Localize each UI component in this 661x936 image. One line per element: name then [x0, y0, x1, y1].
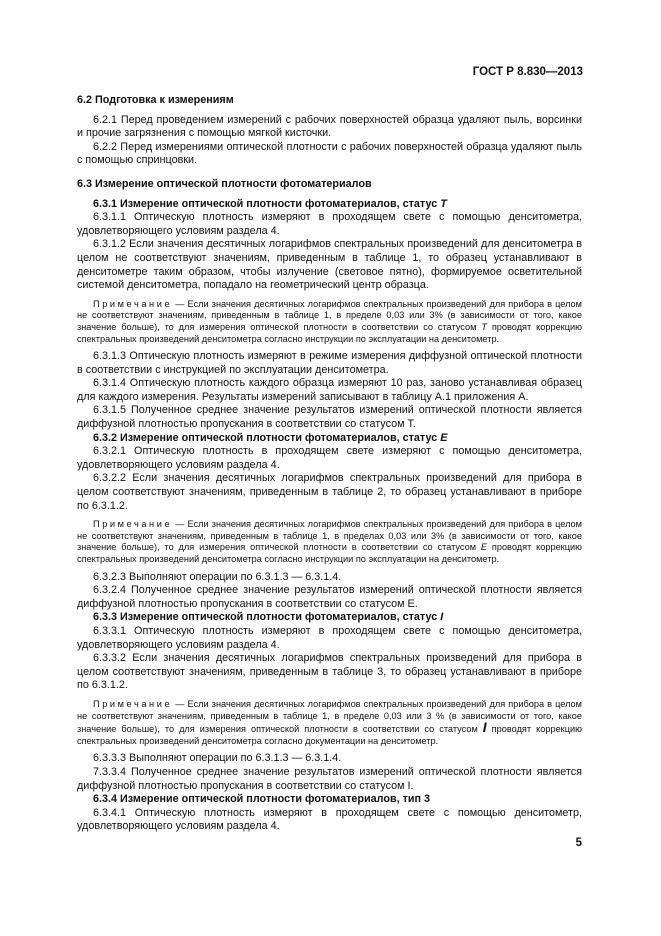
paragraph-6-3-1-2: 6.3.1.2 Если значения десятичных логарифмов спектральных произведений для денситометра в целом не соответствуют значениям, приведенным в таблице 1, то образец устанавливают в денситометре таким образом, чтобы излучение (световое пятно), формируемое осветительной системой денситометра, попадало на геометрический центр образца.	[77, 238, 582, 292]
paragraph-6-2-1: 6.2.1 Перед проведением измерений с рабочих поверхностей образца удаляют пыль, ворсинки и прочие загрязнения с помощью мягкой кисточки.	[77, 113, 582, 140]
paragraph-6-2-2: 6.2.2 Перед измерениями оптической плотности с рабочих поверхностей образца удаляют пыль с помощью спринцовки.	[77, 140, 582, 167]
section-6-3-2-title	[77, 432, 582, 446]
note-3	[77, 699, 582, 747]
status-i-letter: I	[440, 611, 444, 624]
note-1	[77, 299, 582, 345]
note-2	[77, 519, 582, 565]
page-number: 5	[575, 837, 582, 849]
paragraph-6-3-2-1: 6.3.2.1 Оптическую плотность в проходящем свете измеряют с помощью денситометра, удовлетворяющего условиям раздела 4.	[77, 445, 582, 471]
paragraph-6-3-2-3: 6.3.2.3 Выполняют операции по 6.3.1.3 — 6.3.1.4.	[93, 570, 342, 583]
section-6-3-4-title: 6.3.4 Измерение оптической плотности фотоматериалов, тип 3	[93, 793, 431, 806]
paragraph-6-3-4-1: 6.3.4.1 Оптическую плотность измеряют в проходящем свете с помощью денситометр, удовлетворяющего условиям раздела 4.	[77, 806, 582, 833]
section-6-3-1-title	[77, 198, 582, 212]
status-e-letter: E	[440, 431, 448, 444]
note-1-status: T	[481, 321, 487, 332]
note-3-label: Примечание	[93, 698, 173, 709]
paragraph-6-3-2-2: 6.3.2.2 Если значения десятичных логарифмов спектральных произведений для прибора в целом соответствуют значениям, приведенным в таблице 2, то образец устанавливают в приборе по 6.3.1.2.	[77, 472, 582, 512]
note-1-text-a: — Если значения десятичных логарифмов спектральных произведений для прибора в целом не соответствуют значениям, приведенным в таблице 1, в пределе 0,03 или 3% (в зависимости от того, какое значение больше), то для измерения оптической плотности в соответствии со статусом	[77, 298, 582, 332]
section-6-3-3-title-text: 6.3.3 Измерение оптической плотности фотоматериалов, статус	[93, 611, 441, 624]
status-t-letter: T	[440, 197, 447, 210]
paragraph-6-3-3-1: 6.3.3.1 Оптическую плотность измеряют в проходящем свете с помощью денситометра, удовлетворяющего условиям раздела 4.	[77, 624, 582, 651]
section-6-3-2-title-text: 6.3.2 Измерение оптической плотности фотоматериалов, статус	[93, 431, 441, 444]
note-3-text-b: проводят коррекцию спектральных произведений денситометра согласно документации на денситометр.	[77, 724, 582, 746]
paragraph-6-3-1-5: 6.3.1.5 Полученное среднее значение результатов измерений оптической плотности является диффузной плотностью пропускания в соответствии со статусом Т.	[77, 404, 582, 431]
paragraph-6-3-1-3: 6.3.1.3 Оптическую плотность измеряют в режиме измерения диффузной оптической плотности в соответствии с инструкцией по эксплуатации денситометра.	[77, 350, 582, 376]
paragraph-7-3-3-4: 7.3.3.4 Полученное среднее значение результатов измерений оптической плотности является диффузной плотностью пропускания в соответствии со статусом I.	[77, 765, 582, 792]
section-6-2-title: 6.2 Подготовка к измерениям	[77, 94, 234, 106]
section-6-3-1-title-text: 6.3.1 Измерение оптической плотности фотоматериалов, статус	[93, 197, 441, 210]
note-1-label: Примечание	[93, 298, 173, 309]
note-2-text-b: проводят коррекцию спектральных произведений денситометра согласно инструкции по эксплуатации на денситометр.	[77, 542, 582, 564]
paragraph-6-3-3-3: 6.3.3.3 Выполняют операции по 6.3.1.3 — 6.3.1.4.	[93, 752, 342, 765]
paragraph-6-3-2-4: 6.3.2.4 Полученное среднее значение результатов измерений оптической плотности является диффузной плотностью пропускания в соответствии со статусом Е.	[77, 584, 582, 610]
section-6-3-title: 6.3 Измерение оптической плотности фотоматериалов	[77, 177, 372, 190]
paragraph-6-3-3-2: 6.3.3.2 Если значения десятичных логарифмов спектральных произведений для прибора в целом соответствуют значениям, приведенным в таблице 3, то образец устанавливают в приборе по 6.3.1.2.	[77, 652, 582, 692]
note-3-text-a: — Если значения десятичных логарифмов спектральных произведений для прибора в целом не соответствуют значениям, приведенным в таблице 1, в пределе 0,03 или 3 % (в зависимости от того, какое значение больше), то для измерения оптической плотности в соответствии со статусом	[77, 698, 582, 735]
note-2-text-a: — Если значения десятичных логарифмов спектральных произведений для прибора в целом не соответствуют значениям, приведенным в таблице 1, в пределах 0,03 или 3% (в зависимости от того, какое значение больше), то для измерения оптической плотности в соответствии со статусом	[77, 519, 582, 553]
standard-header: ГОСТ Р 8.830—2013	[472, 66, 583, 78]
note-2-status: E	[480, 542, 488, 553]
note-2-label: Примечание	[93, 519, 173, 530]
note-1-text-b: проводят коррекцию спектральных произведений денситометра согласно инструкции по эксплуатации на денситометр.	[77, 321, 582, 344]
note-3-status: I	[482, 719, 487, 736]
document-body	[77, 94, 582, 834]
paragraph-6-3-1-4: 6.3.1.4 Оптическую плотность каждого образца измеряют 10 раз, заново устанавливая образец для каждого измерения. Результаты измерений записывают в таблицу А.1 приложения А.	[77, 377, 582, 403]
section-6-3-3-title	[77, 611, 582, 625]
paragraph-6-3-1-1: 6.3.1.1 Оптическую плотность измеряют в проходящем свете с помощью денситометра, удовлетворяющего условиям раздела 4.	[77, 211, 582, 237]
